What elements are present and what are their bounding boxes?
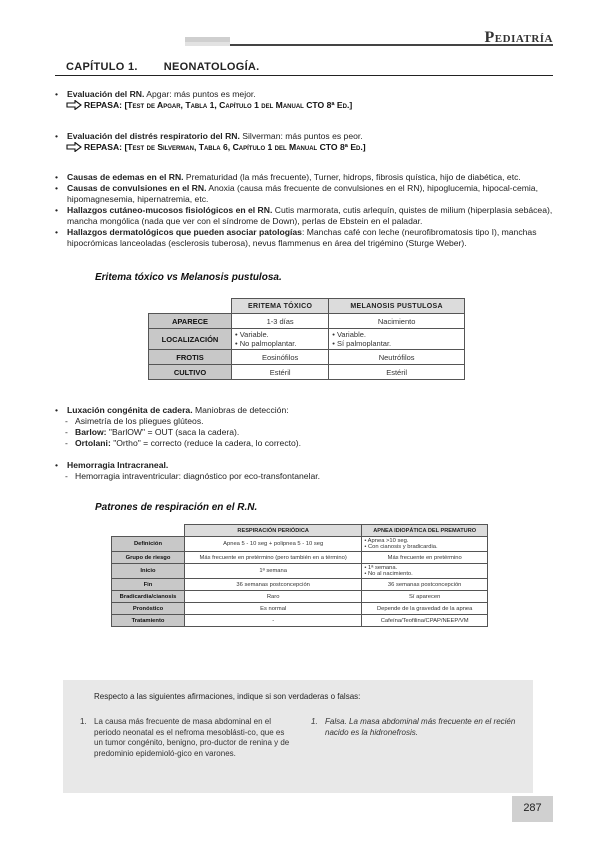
table-col-header: MELANOSIS PUSTULOSA <box>329 299 465 314</box>
item-text: "Ortho" = correcto (reduce la cadera, lo correcto). <box>110 438 302 448</box>
table-row <box>149 329 465 350</box>
list-item <box>55 89 555 100</box>
table-row <box>149 365 465 380</box>
item-text: Prematuridad (la más frecuente), Turner, hidrops, fibrosis quística, hijo de diabética, etc. <box>183 172 521 182</box>
list-item <box>55 427 555 438</box>
table-row <box>112 564 488 579</box>
table-row <box>112 579 488 591</box>
table-cell: 36 semanas postconcepción <box>362 579 488 591</box>
list-item <box>55 438 555 449</box>
hip-section <box>55 405 555 482</box>
cell-line: • Sí palmoplantar. <box>332 339 392 348</box>
hemorrhage-sublist <box>55 471 555 482</box>
evaluation-list-2 <box>55 131 555 142</box>
item-bold: Hallazgos cutáneo-mucosos fisiológicos en el RN. <box>67 205 273 215</box>
item-text: Anoxia (causa más frecuente de convulsiones en el RN), hipoglucemia, hipocal-cemia, hipomagnesemia, hipernatremia, etc. <box>67 183 538 204</box>
breathing-table <box>111 524 488 627</box>
list-item: - Hemorragia intraventricular: diagnóstico por eco-transfontanelar. <box>55 471 555 482</box>
answer-1 <box>311 717 533 738</box>
table-cell: Depende de la gravedad de la apnea <box>362 603 488 615</box>
item-text: Cutis marmorata, cutis arlequín, quistes de milium (hiperplasia sebácea), mancha mongólica (nada que ver con el síndrome de Down), perlas de Ebstein en el paladar. <box>67 205 553 226</box>
item-text: Maniobras de detección: <box>192 405 289 415</box>
row-header: Grupo de riesgo <box>112 552 185 564</box>
table-col-header: APNEA IDIOPÁTICA DEL PREMATURO <box>362 525 488 537</box>
chapter-rule <box>55 75 553 76</box>
cell-line: • 1ª semana. <box>364 565 398 571</box>
item-text: Silverman: más puntos es peor. <box>239 131 363 141</box>
table-cell: 1-3 días <box>232 314 329 329</box>
table-cell: Nacimiento <box>329 314 465 329</box>
chapter-name: NEONATOLOGÍA. <box>163 61 260 73</box>
table-row <box>112 537 488 552</box>
chapter-number: CAPÍTULO 1. <box>66 61 138 73</box>
answer-text: Falsa. La masa abdominal más frecuente en el recién nacido es la hidronefrosis. <box>325 717 516 737</box>
table-corner <box>112 525 185 537</box>
table-row <box>112 552 488 564</box>
list-item <box>55 460 555 471</box>
row-header: APARECE <box>149 314 232 329</box>
repasa-label: REPASA: <box>84 100 123 110</box>
hemorrhage-list <box>55 460 555 471</box>
evaluation-list-1 <box>55 89 555 100</box>
item-text: "BarlOW" = OUT (saca la cadera). <box>106 427 240 437</box>
list-item <box>55 205 555 227</box>
repasa-link-1[interactable] <box>66 100 352 110</box>
row-header: LOCALIZACIÓN <box>149 329 232 350</box>
erythema-table <box>148 298 465 380</box>
cell-line: • No palmoplantar. <box>235 339 297 348</box>
cell-line: • No al nacimiento. <box>364 571 413 577</box>
row-header: Inicio <box>112 564 185 579</box>
repasa-label: REPASA: <box>84 142 123 152</box>
arrow-right-icon <box>66 142 82 152</box>
table-cell <box>362 564 488 579</box>
item-bold: Ortolani: <box>75 438 111 448</box>
table-row <box>112 603 488 615</box>
cell-line: • Apnea >10 seg. <box>364 538 409 544</box>
question-1 <box>80 717 290 759</box>
row-header: Fin <box>112 579 185 591</box>
hip-list <box>55 405 555 416</box>
row-header: Bradicardia/cianosis <box>112 591 185 603</box>
list-item: - Asimetría de los pliegues glúteos. <box>55 416 555 427</box>
item-text: : Manchas café con leche (neurofibromatosis tipo I), manchas hipocrómicas lanceoladas (esclerosis tuberosa), nevus flammenus en área del trigémino (Sturge Weber). <box>67 227 537 248</box>
table-cell <box>329 329 465 350</box>
table-cell: Sí aparecen <box>362 591 488 603</box>
table-row <box>112 615 488 627</box>
table-cell: Más frecuente en pretérmino <box>362 552 488 564</box>
table-cell: 1ª semana <box>185 564 362 579</box>
table-cell: Cafeína/Teofilina/CPAP/NEEP/VM <box>362 615 488 627</box>
section-title: Pediatría <box>484 29 553 46</box>
table2-title: Patrones de respiración en el R.N. <box>95 502 258 513</box>
item-bold: Barlow: <box>75 427 107 437</box>
table-cell: Estéril <box>329 365 465 380</box>
table-corner <box>149 299 232 314</box>
list-item <box>55 131 555 142</box>
table-cell: Más frecuente en pretérmino (pero también en a término) <box>185 552 362 564</box>
row-header: Pronóstico <box>112 603 185 615</box>
item-bold: Hemorragia Intracraneal. <box>67 460 169 470</box>
page-number: 287 <box>523 802 542 814</box>
item-bold: Luxación congénita de cadera. <box>67 405 193 415</box>
row-header: CULTIVO <box>149 365 232 380</box>
table-cell: 36 semanas postconcepción <box>185 579 362 591</box>
table-cell <box>232 329 329 350</box>
table-cell: Neutrófilos <box>329 350 465 365</box>
cell-line: • Variable. <box>332 330 366 339</box>
repasa-link-2[interactable] <box>66 142 366 152</box>
table-row <box>112 591 488 603</box>
table-row <box>149 314 465 329</box>
header-decor-bar-2 <box>185 42 230 46</box>
table-cell: Es normal <box>185 603 362 615</box>
list-item <box>55 227 555 249</box>
answer-number: 1. <box>311 717 318 726</box>
table1-title: Eritema tóxico vs Melanosis pustulosa. <box>95 272 282 283</box>
table-cell: - <box>185 615 362 627</box>
table-cell: Raro <box>185 591 362 603</box>
table-cell <box>362 537 488 552</box>
table-col-header: RESPIRACIÓN PERIÓDICA <box>185 525 362 537</box>
item-bold: Evaluación del distrés respiratorio del RN. <box>67 131 240 141</box>
table-cell: Eosinófilos <box>232 350 329 365</box>
item-bold: Causas de convulsiones en el RN. <box>67 183 207 193</box>
list-item <box>55 172 555 183</box>
repasa-ref: [Test de Silverman, Tabla 6, Capítulo 1 del Manual CTO 8ª Ed.] <box>124 142 366 152</box>
item-bold: Hallazgos dermatológicos que pueden asociar patologías <box>67 227 302 237</box>
question-text: La causa más frecuente de masa abdominal en el periodo neonatal es el nefroma mesoblásti-co, que es un tumor congénito, benigno, pro-ductor de renina y de predominio epidemioló-gico en varones. <box>94 717 290 758</box>
row-header: Tratamiento <box>112 615 185 627</box>
row-header: FROTIS <box>149 350 232 365</box>
item-bold: Causas de edemas en el RN. <box>67 172 184 182</box>
table-row <box>149 350 465 365</box>
cell-line: • Variable. <box>235 330 269 339</box>
repasa-ref: [Test de Apgar, Tabla 1, Capítulo 1 del Manual CTO 8ª Ed.] <box>124 100 353 110</box>
table-col-header: ERITEMA TÓXICO <box>232 299 329 314</box>
item-bold: Evaluación del RN. <box>67 89 145 99</box>
cell-line: • Con cianosis y bradicardia. <box>364 544 438 550</box>
question-intro: Respecto a las siguientes afirmaciones, indique si son verdaderas o falsas: <box>94 692 361 701</box>
row-header: Definición <box>112 537 185 552</box>
arrow-right-icon <box>66 100 82 110</box>
hip-sublist <box>55 416 555 449</box>
list-item <box>55 183 555 205</box>
question-number: 1. <box>80 717 87 726</box>
chapter-heading <box>66 61 260 73</box>
item-text: Apgar: más puntos es mejor. <box>144 89 256 99</box>
table-cell: Apnea 5 - 10 seg + polipnea 5 - 10 seg <box>185 537 362 552</box>
table-cell: Estéril <box>232 365 329 380</box>
list-item <box>55 405 555 416</box>
findings-list <box>55 172 555 249</box>
